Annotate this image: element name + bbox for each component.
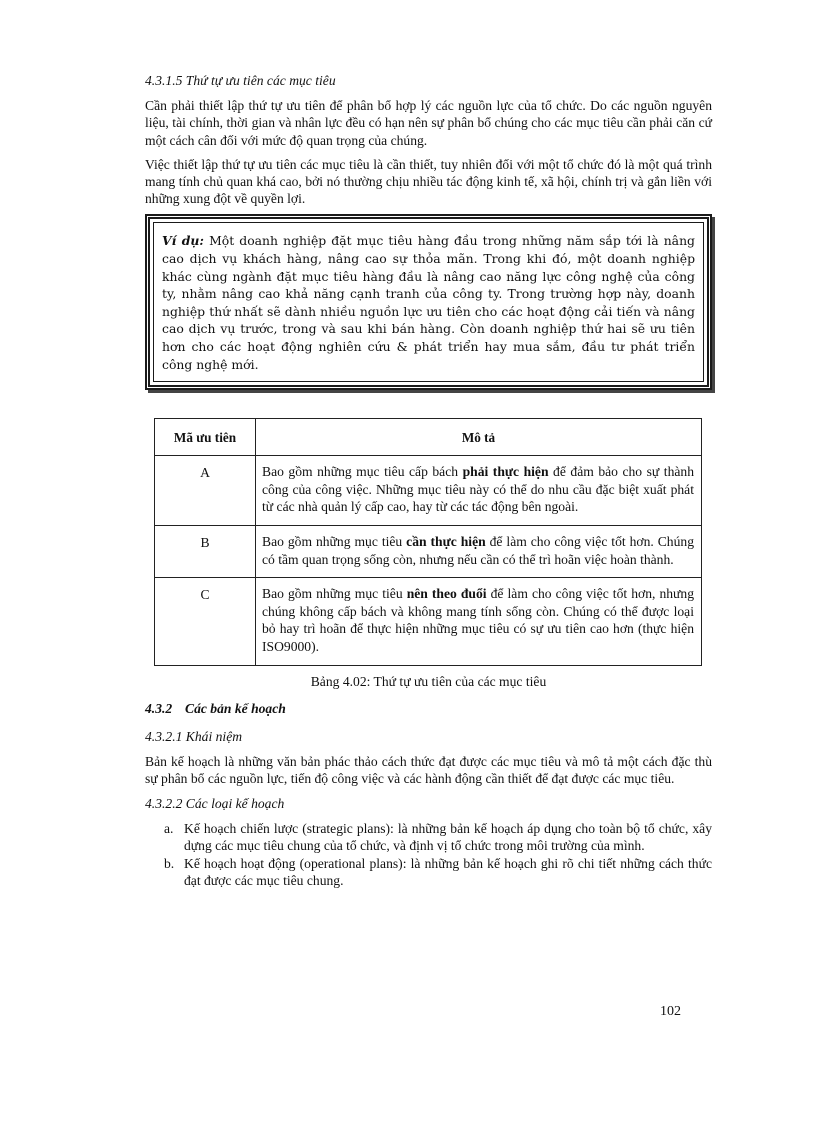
header-description: Mô tả bbox=[256, 419, 702, 456]
paragraph-priority-intro: Cần phải thiết lập thứ tự ưu tiên để phân bổ hợp lý các nguồn lực của tổ chức. Do các nguồn nguyên liệu, tài chính, thời gian và nhân lực đều có hạn nên sự phân bổ chúng cho các mục tiêu cần phải căn cứ một cách cân đối với mức độ quan trọng của chúng. bbox=[145, 98, 712, 148]
description-text: để đảm bảo cho sự thành công của công việc. Những mục tiêu này có thể do nhu cầu đặc biệt xuất phát từ các nhà quản lý cấp cao, hay từ các tác động bên ngoài. bbox=[262, 464, 694, 515]
description-emphasis: nên theo đuổi bbox=[406, 586, 487, 602]
section-heading-4-3-2 bbox=[145, 700, 712, 717]
list-item-text: Kế hoạch hoạt động (operational plans): là những bản kế hoạch ghi rõ chi tiết những cách thức đạt được các mục tiêu chung. bbox=[184, 856, 712, 889]
heading-4-3-1-5: 4.3.1.5 Thứ tự ưu tiên các mục tiêu bbox=[145, 73, 336, 88]
example-body: Một doanh nghiệp đặt mục tiêu hàng đầu trong những năm sắp tới là nâng cao dịch vụ khách hàng, nâng cao sự thỏa mãn. Trong khi đó, một doanh nghiệp khác cùng ngành đặt mục tiêu hàng đầu là nâng cao năng lực công nghệ của công ty, nhằm nâng cao khả năng cạnh tranh của công ty. Trong trường hợp này, doanh nghiệp thứ nhất sẽ dành nhiều nguồn lực ưu tiên cho các hoạt động cải tiến và nâng cao dịch vụ trước, trong và sau khi bán hàng. Còn doanh nghiệp thứ hai sẽ ưu tiên hơn cho các hoạt động nghiên cứu & phát triển hay mua sắm, đầu tư phát triển công nghệ mới. bbox=[162, 233, 695, 372]
table-row bbox=[155, 456, 702, 526]
section-number: 4.3.2 bbox=[145, 700, 173, 716]
page-content bbox=[145, 72, 712, 891]
heading-4-3-2-1: 4.3.2.1 Khái niệm bbox=[145, 728, 243, 744]
priority-table bbox=[154, 418, 702, 665]
list-item-text: Kế hoạch chiến lược (strategic plans): là những bản kế hoạch áp dụng cho toàn bộ tổ chức, xây dựng các mục tiêu chung của tổ chức, và định vị tổ chức trong môi trường của mình. bbox=[184, 820, 712, 853]
priority-code: C bbox=[155, 578, 256, 665]
list-marker: a. bbox=[164, 820, 174, 836]
section-title: Các bản kế hoạch bbox=[185, 700, 286, 716]
example-label: Ví dụ: bbox=[162, 233, 205, 249]
table-row bbox=[155, 525, 702, 577]
description-text: Bao gồm những mục tiêu bbox=[262, 533, 407, 549]
plan-types-list bbox=[145, 820, 712, 890]
priority-code: B bbox=[155, 525, 256, 577]
example-box bbox=[145, 214, 712, 390]
list-item bbox=[164, 820, 712, 854]
description-text: Bao gồm những mục tiêu bbox=[262, 586, 407, 602]
table-row bbox=[155, 578, 702, 665]
description-emphasis: cần thực hiện bbox=[406, 533, 486, 549]
description-text: Bao gồm những mục tiêu cấp bách bbox=[262, 464, 463, 480]
example-text bbox=[153, 222, 704, 382]
heading-4-3-2-2: 4.3.2.2 Các loại kế hoạch bbox=[145, 795, 285, 811]
description-text: để làm cho công việc tốt hơn, nhưng chúng không cấp bách và không mang tính sống còn. Chúng có thể được loại bỏ hay trì hoãn để thực hiện những mục tiêu có sự ưu tiên cao hơn (thực hiện ISO9000). bbox=[262, 586, 694, 654]
list-item bbox=[164, 855, 712, 889]
priority-description bbox=[256, 525, 702, 577]
table-header-row bbox=[155, 419, 702, 456]
priority-code: A bbox=[155, 456, 256, 526]
table-caption: Bảng 4.02: Thứ tự ưu tiên của các mục tiêu bbox=[310, 673, 547, 689]
paragraph-plan-definition: Bản kế hoạch là những văn bản phác thảo cách thức đạt được các mục tiêu và mô tả một cách đặc thù sự phân bổ các nguồn lực, tiến độ công việc và các hành động cần thiết để đạt được các mục tiêu. bbox=[145, 754, 712, 787]
list-marker: b. bbox=[164, 856, 175, 872]
description-emphasis: phải thực hiện bbox=[462, 464, 549, 480]
paragraph-priority-subjective: Việc thiết lập thứ tự ưu tiên các mục tiêu là cần thiết, tuy nhiên đối với một tổ chức đó là một quá trình mang tính chủ quan khá cao, bởi nó thường chịu nhiều tác động kinh tế, xã hội, chính trị và gắn liền với những xung đột về quyền lợi. bbox=[145, 156, 712, 207]
priority-description bbox=[256, 578, 702, 665]
description-text: để làm cho công việc tốt hơn. Chúng có tầm quan trọng sống còn, nhưng nếu cần có thể trì hoãn việc hoàn thành. bbox=[262, 533, 694, 567]
priority-description bbox=[256, 456, 702, 526]
header-priority-code: Mã ưu tiên bbox=[155, 419, 256, 456]
page-number: 102 bbox=[660, 1004, 681, 1019]
